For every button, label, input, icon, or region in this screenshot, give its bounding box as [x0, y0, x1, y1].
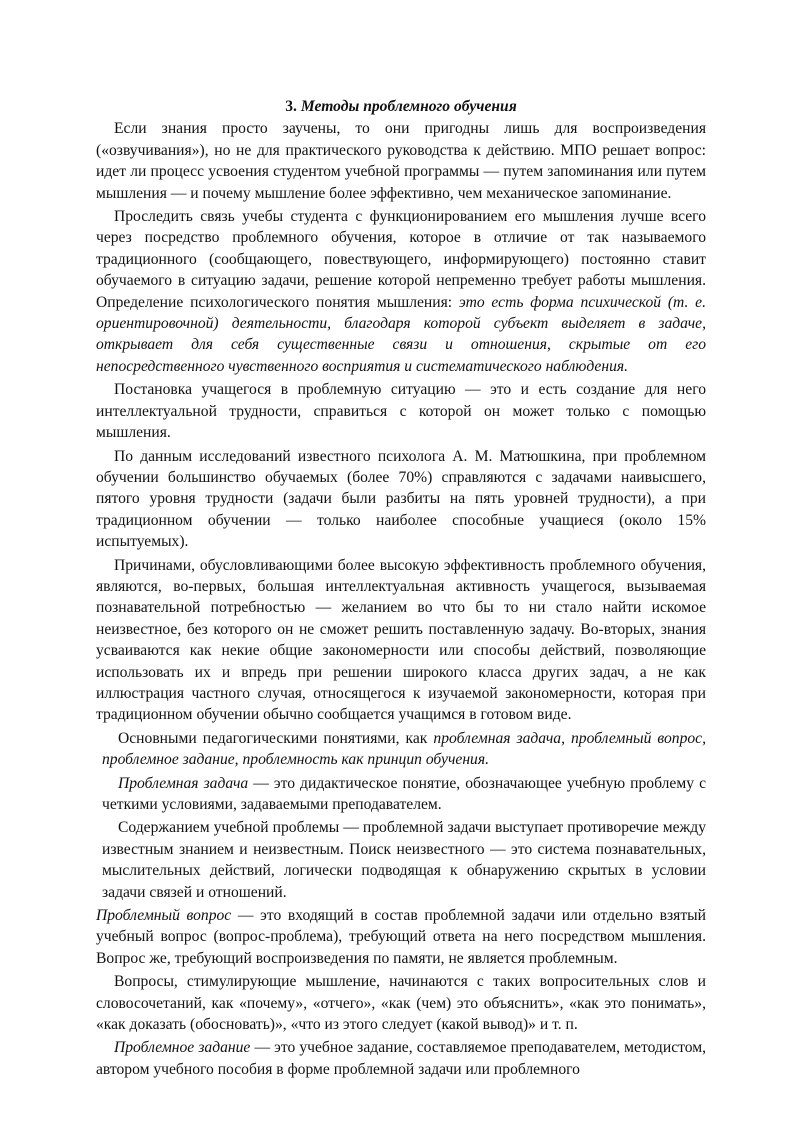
paragraph-p1	[96, 118, 706, 204]
paragraph-p6	[102, 728, 706, 771]
italic-text: Проблемный вопрос	[96, 907, 232, 925]
text-run: По данным исследований известного психолога А. М. Матюшкина, при проблемном обучении большинство обучаемых (более 70%) справляются с задачами наивысшего, пятого уровня трудности (задачи были разбиты на пять уровней трудности), а при традиционном обучении — только наиболее способные учащиеся (около 15% испытуемых).	[96, 447, 706, 551]
text-run: Вопросы, стимулирующие мышление, начинаются с таких вопросительных слов и словосочетаний, как «почему», «отчего», «как (чем) это объяснить», «как это понимать», «как доказать (обосновать)», «что из этого следует (какой вывод)» и т. п.	[96, 973, 706, 1034]
paragraph-p8	[102, 817, 706, 903]
document-page	[96, 96, 706, 1082]
text-run: Если знания просто заучены, то они пригодны лишь для воспроизведения («озвучивания»), но не для практического руководства к действию. МПО решает вопрос: идет ли процесс усвоения студентом учебной программы — путем запоминания или путем мышления — и почему мышление более эффективно, чем механическое запоминание.	[96, 120, 706, 202]
text-run: — это дидактическое понятие, обозначающее учебную проблему с четкими условиями, задаваемыми преподавателем.	[102, 774, 706, 813]
paragraph-p4	[96, 446, 706, 553]
text-run: — это учебное задание, составляемое преподавателем, методистом, автором учебного пособия в форме проблемной задачи или проблемного	[96, 1039, 706, 1078]
paragraph-p11	[96, 1037, 706, 1080]
paragraph-p5	[96, 555, 706, 726]
italic-text: Проблемная задача	[118, 774, 249, 792]
text-run: Содержанием учебной проблемы — проблемной задачи выступает противоречие между известным знанием и неизвестным. Поиск неизвестного — это система познавательных, мыслительных действий, логически подводящая к обнаружению скрытых в условии задачи связей и отношений.	[102, 819, 706, 901]
section-title-text: Методы проблемного обучения	[300, 98, 517, 115]
paragraph-p3	[96, 379, 706, 443]
text-run: Постановка учащегося в проблемную ситуацию — это и есть создание для него интеллектуальной трудности, справиться с которой он может только с помощью мышления.	[96, 381, 706, 442]
paragraph-p7	[102, 773, 706, 816]
text-run: Причинами, обусловливающими более высокую эффективность проблемного обучения, являются, во-первых, большая интеллектуальная активность учащегося, вызываемая познавательной потребностью — желанием во что бы то ни стало найти искомое неизвестное, без которого он не сможет решить поставленную задачу. Во-вторых, знания усваиваются как некие общие закономерности или способы действий, позволяющие использовать их и впредь при решении широкого класса других задач, а не как иллюстрация частного случая, относящегося к изучаемой закономерности, которая при традиционном обучении обычно сообщается учащимся в готовом виде.	[96, 556, 706, 724]
italic-text: проблемная задача, проблемный вопрос, проблемное задание, проблемность как принцип обучения.	[102, 729, 706, 769]
text-run: Основными педагогическими понятиями, как	[118, 729, 434, 747]
paragraph-p10	[96, 971, 706, 1035]
italic-text: это есть форма психической (т. е. ориентировочной) деятельности, благодаря которой субъект выделяет в задаче, открывает для себя существенные связи и отношения, скрытые от его непосредственного чувственного восприятия и систематического наблюдения.	[96, 293, 706, 375]
section-title	[96, 96, 706, 117]
paragraph-p9	[96, 905, 706, 969]
paragraph-p2	[96, 206, 706, 377]
section-number: 3.	[285, 98, 297, 115]
italic-text: Проблемное задание	[114, 1039, 251, 1057]
body-text	[96, 118, 706, 1080]
text-run: Проследить связь учебы студента с функционированием его мышления лучше всего через посредство проблемного обучения, которое в отличие от так называемого традиционного (сообщающего, повествующего, информирующего) постоянно ставит обучаемого в ситуацию задачи, решение которой непременно требует работы мышления. Определение психологического понятия мышления:	[96, 208, 706, 311]
text-run: — это входящий в состав проблемной задачи или отдельно взятый учебный вопрос (вопрос-проблема), требующий ответа на него посредством мышления. Вопрос же, требующий воспроизведения по памяти, не является проблемным.	[96, 907, 706, 967]
